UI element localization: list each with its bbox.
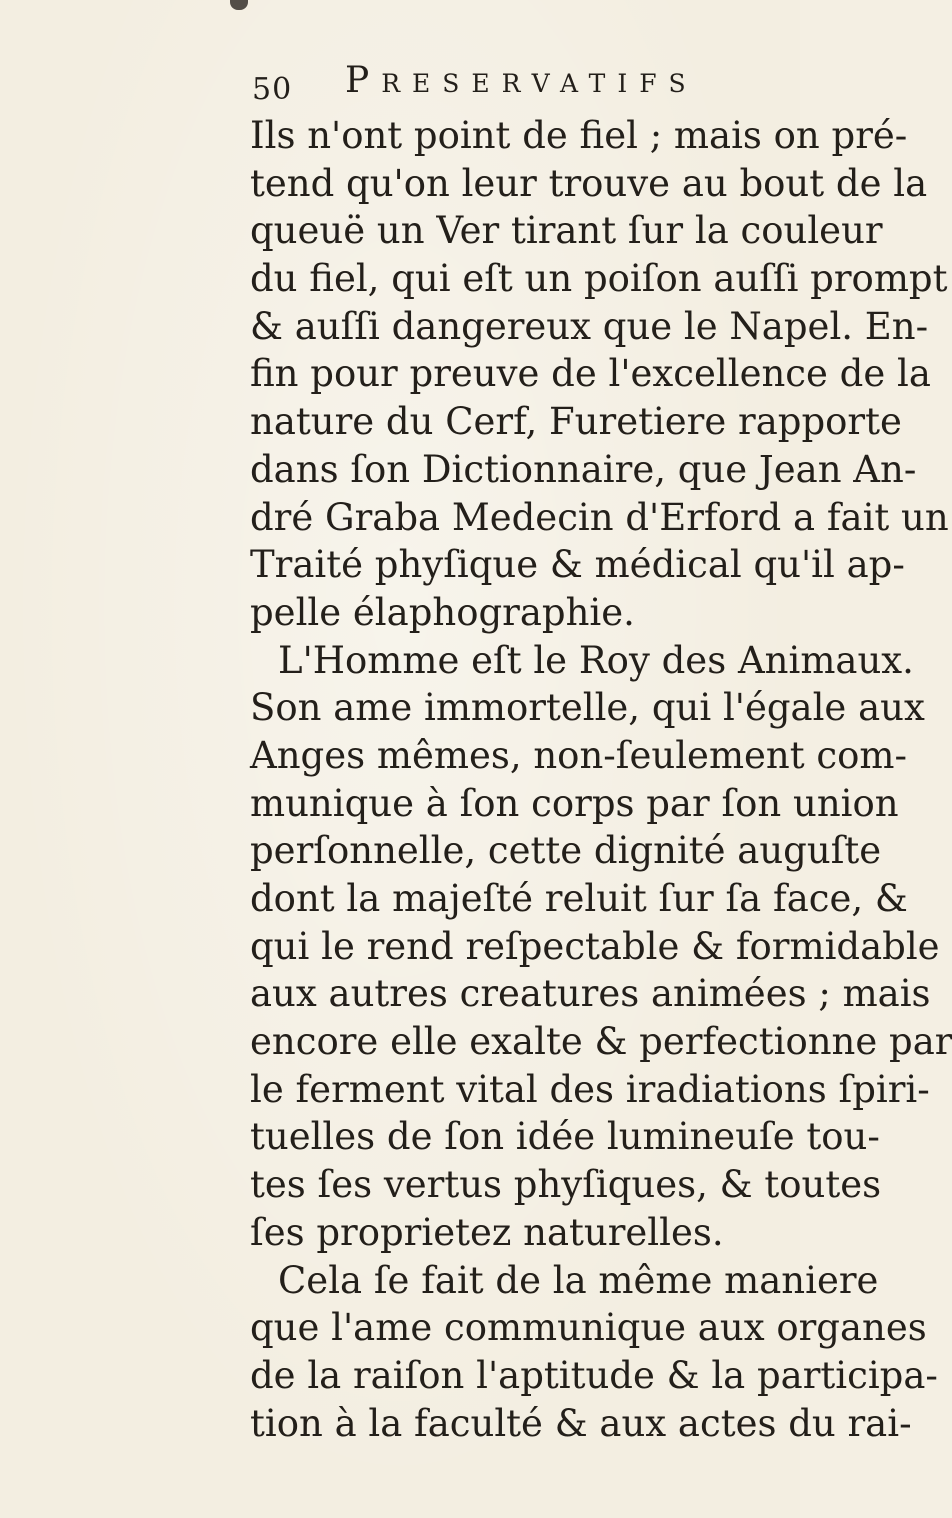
page-number: 50 xyxy=(252,72,293,107)
text-line: dans ſon Dictionnaire, que Jean An- xyxy=(250,447,917,491)
text-line: de la raiſon l'aptitude & la participa- xyxy=(250,1353,938,1397)
text-line: & auſſi dangereux que le Napel. En- xyxy=(250,304,929,348)
text-line: qui le rend reſpectable & formidable xyxy=(250,924,940,968)
ink-blot xyxy=(230,0,248,10)
text-line: dré Graba Medecin d'Erford a fait un xyxy=(250,495,949,539)
text-line: munique à ſon corps par ſon union xyxy=(250,781,899,825)
text-line: aux autres creatures animées ; mais xyxy=(250,972,931,1016)
text-line: tend qu'on leur trouve au bout de la xyxy=(250,161,928,205)
text-line: dont la majeſté reluit ſur ſa face, & xyxy=(250,877,908,920)
text-line: fin pour preuve de l'excellence de la xyxy=(250,352,931,396)
text-line: tes ſes vertus phyſiques, & toutes xyxy=(250,1163,882,1207)
text-line: Son ame immortelle, qui l'égale aux xyxy=(250,686,925,730)
text-line: nature du Cerf, Furetiere rapporte xyxy=(250,400,902,444)
text-line: Traité phyſique & médical qu'il ap- xyxy=(250,543,905,587)
text-line: ſes proprietez naturelles. xyxy=(250,1210,724,1254)
paragraph-start-line: L'Homme eſt le Roy des Animaux. xyxy=(278,638,914,682)
text-line: pelle élaphographie. xyxy=(250,590,635,634)
text-line: queuë un Ver tirant ſur la couleur xyxy=(250,209,883,253)
text-line: tuelles de ſon idée lumineuſe tou- xyxy=(250,1115,880,1159)
body-text xyxy=(250,112,952,1447)
text-line: Ils n'ont point de fiel ; mais on pré- xyxy=(250,114,908,157)
text-line: Anges mêmes, non-ſeulement com- xyxy=(250,733,907,777)
text-line: le ferment vital des iradiations ſpiri- xyxy=(250,1067,930,1111)
text-line: que l'ame communique aux organes xyxy=(250,1306,927,1350)
running-title: Preservatifs xyxy=(345,60,698,101)
paragraph-start-line: Cela ſe fait de la même maniere xyxy=(278,1258,879,1302)
text-line: encore elle exalte & perfectionne par xyxy=(250,1020,952,1064)
text-line: perſonnelle, cette dignité auguſte xyxy=(250,829,882,873)
text-line: tion à la faculté & aux actes du rai- xyxy=(250,1401,912,1445)
text-line: du fiel, qui eſt un poiſon auſſi prompt xyxy=(250,257,948,301)
